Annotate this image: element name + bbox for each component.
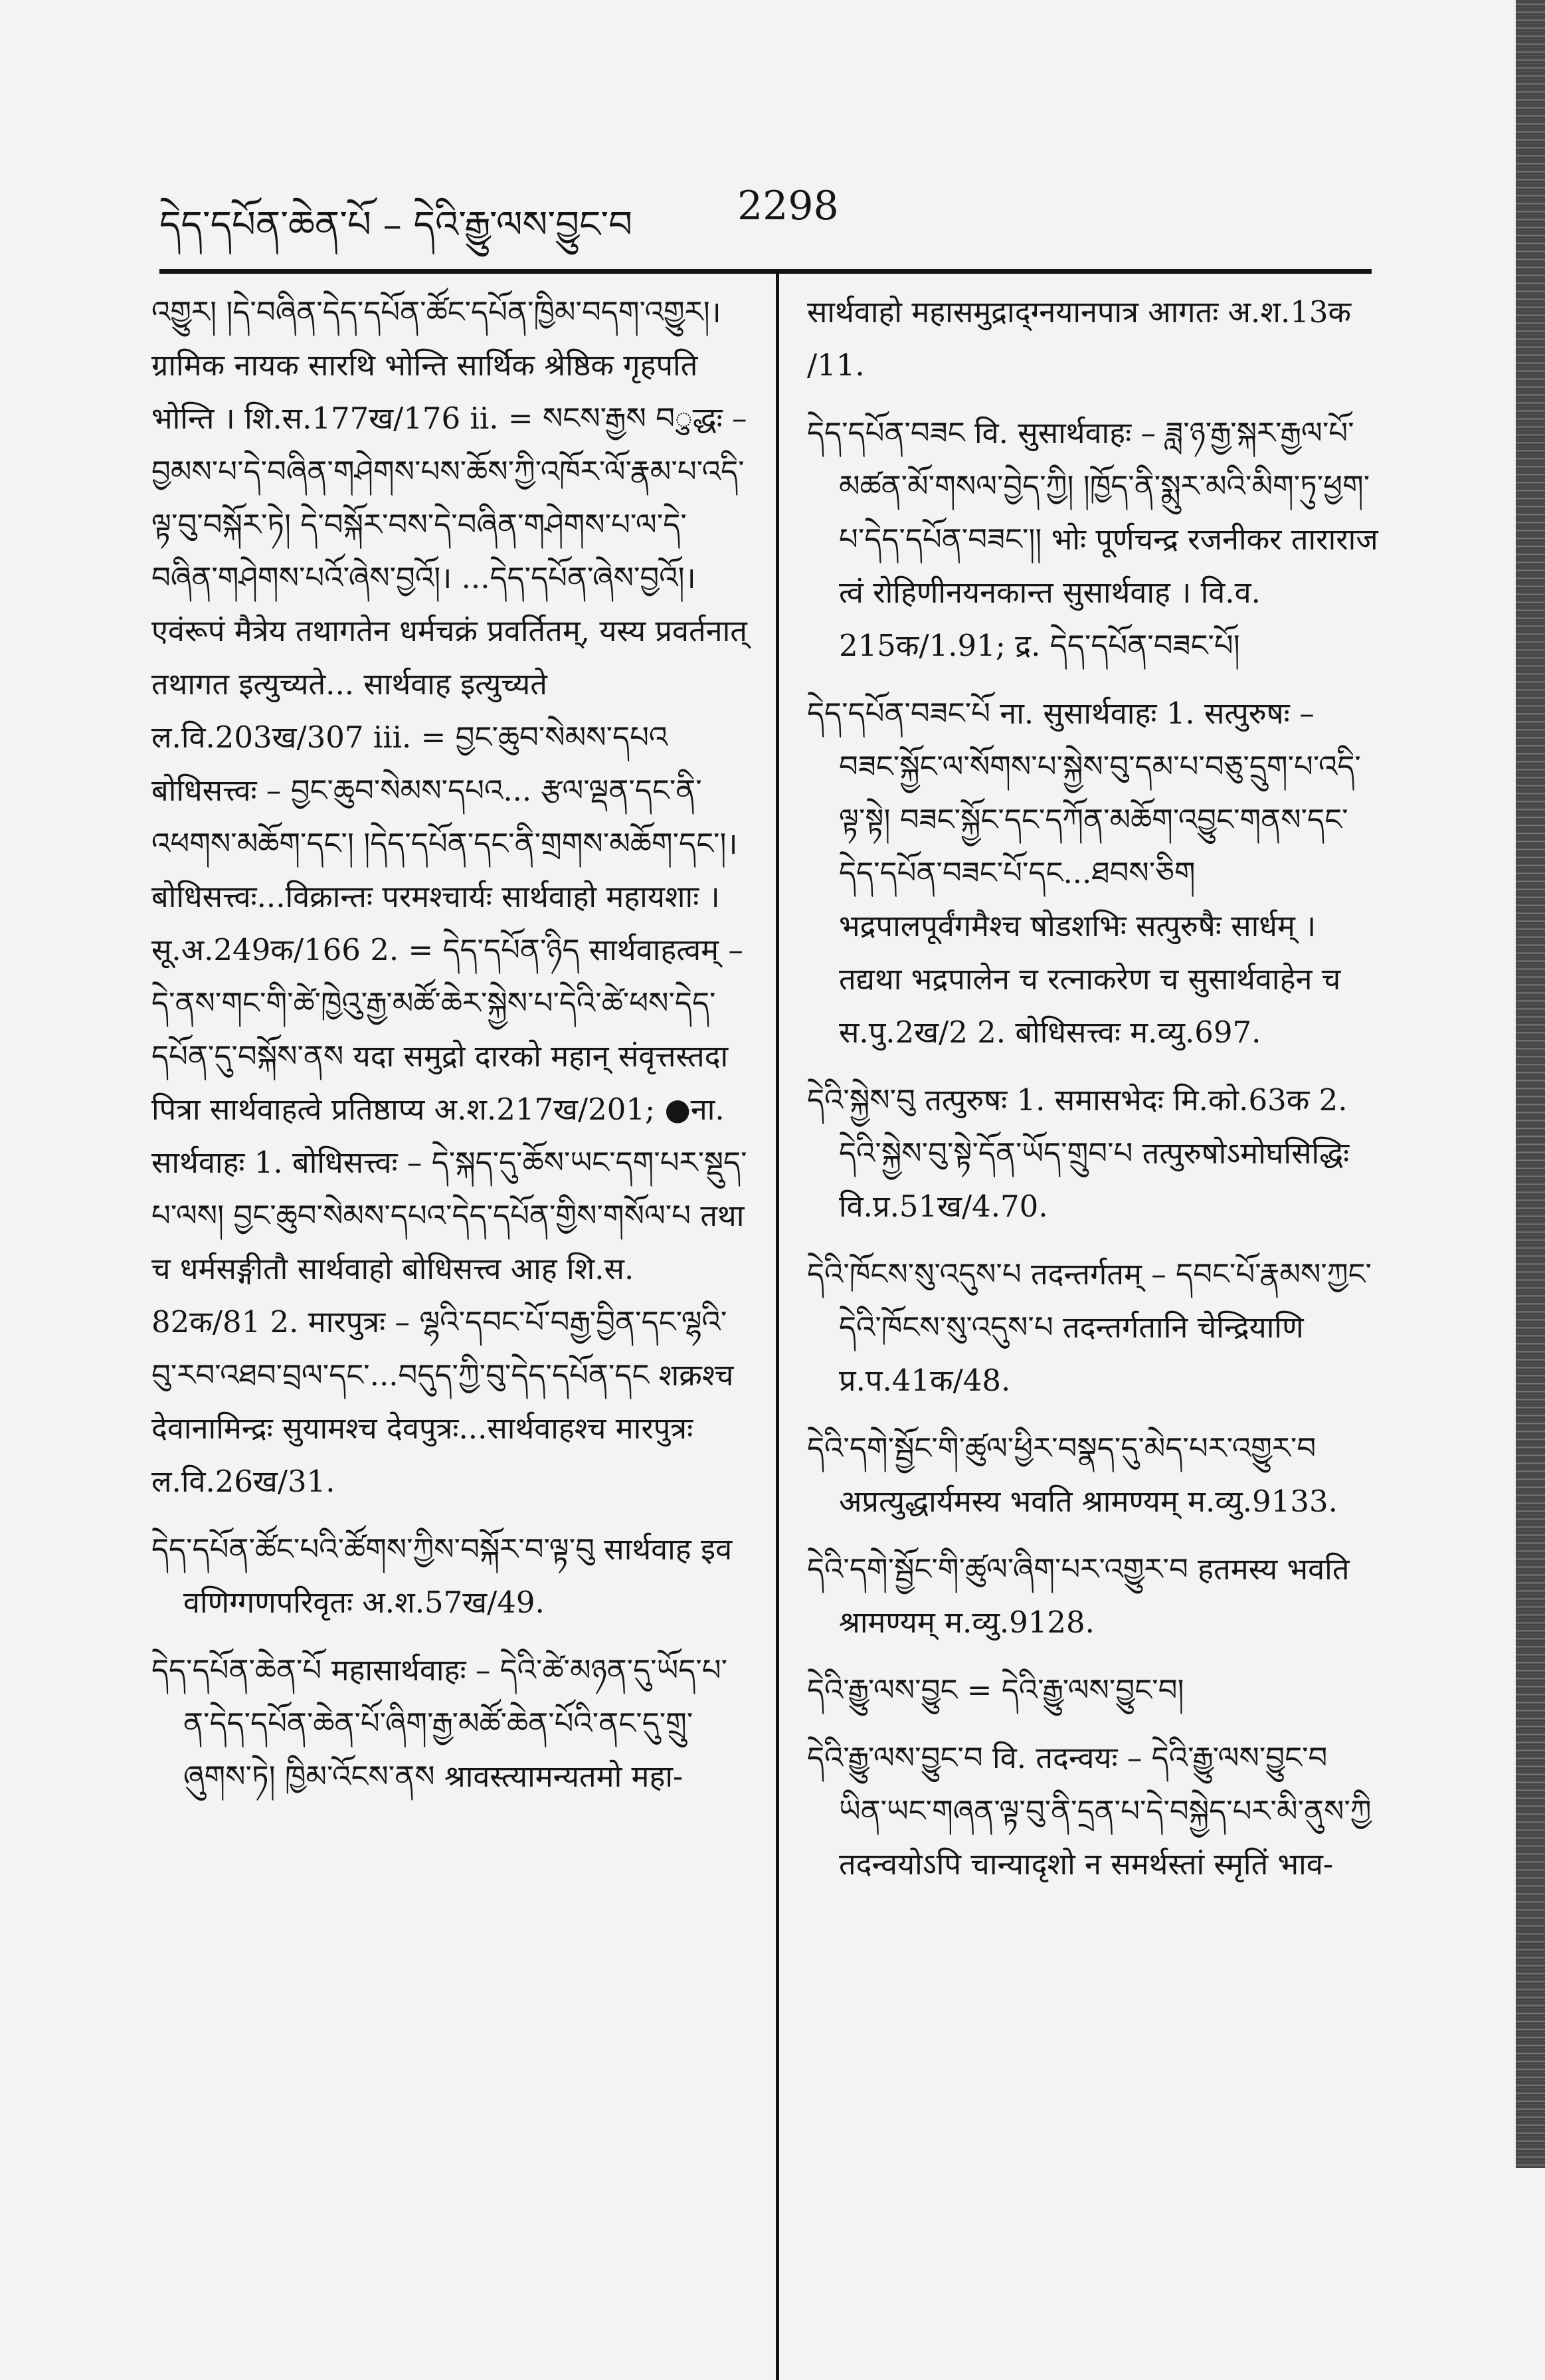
entry-text: དེད་དཔོན་ཚོང་པའི་ཚོགས་ཀྱིས་བསྐོར་བ་ལྟ་བུ सार्थवाह इव वणिग्गणपरिवृतः अ.श.57ख/49. <box>151 1532 733 1620</box>
entry-text: དེའི་སྐྱེས་བུ तत्पुरुषः 1. समासभेदः मि.को.63क 2. དེའི་སྐྱེས་བུ་སྟེ་དོན་ཡོད་གྲུབ་པ तत्पुरुषोऽमोघसिद्धिः वि.प्र.51ख/4.70. <box>807 1082 1350 1224</box>
right-column <box>807 286 1380 1906</box>
entry-text: དེའི་དགེ་སྦྱོང་གི་ཚུལ་ཕྱིར་བསྣད་དུ་མེད་པར་འགྱུར་བ अप्रत्युद्धार्यमस्य भवति श्रामण्यम् म.व्यु.9133. <box>807 1431 1338 1519</box>
entry-text: དེད་དཔོན་བཟང वि. सुसार्थवाहः – ཟླ་ཉ་རྒྱ་སྐར་རྒྱལ་པོ་མཚན་མོ་གསལ་བྱེད་ཀྱི། །ཁྱོད་ནི་སྨུར་མའི་མིག་ཏུ་ཕྱག་པ་དེད་དཔོན་བཟང་།། भोः पूर्णचन्द्र रजनीकर ताराराज त्वं रोहिणीनयनकान्त सुसार्थवाह । वि.व. 215क/1.91; द्र. དེད་དཔོན་བཟང་པོ། <box>807 415 1378 663</box>
entry-text: དེད་དཔོན་ཆེན་པོ महासार्थवाहः – དེའི་ཚེ་མཉན་དུ་ཡོད་པ་ན་དེད་དཔོན་ཆེན་པོ་ཞིག་རྒྱ་མཚོ་ཆེན་པོའི་ནང་དུ་གྲུ་ཞུགས་ཏེ། ཁྱིམ་འོངས་ནས श्रावस्त्यामन्यतमो महा- <box>151 1652 728 1794</box>
header-rule <box>159 269 1372 274</box>
left-column <box>151 286 749 1818</box>
entry-text: सार्थवाहो महासमुद्राद्ग्नयानपात्र आगतः अ.श.13क /11. <box>807 294 1352 383</box>
page-header <box>159 183 1368 247</box>
entry-text: དེད་དཔོན་བཟང་པོ ना. सुसार्थवाहः 1. सत्पुरुषः – བཟང་སྐྱོང་ལ་སོགས་པ་སྐྱེས་བུ་དམ་པ་བཅུ་དྲུག་པ་འདི་ལྟ་སྟེ། བཟང་སྐྱོང་དང་དཀོན་མཆོག་འབྱུང་གནས་དང་དེད་དཔོན་བཟང་པོ་དང...ཐབས་ཅིག भद्रपालपूर्वंगमैश्च षोडशभिः सत्पुरुषैः सार्धम् । तद्यथा भद्रपालेन च रत्नाकरेण च सुसार्थवाहेन च स.पु.2ख/2 2. बोधिसत्त्वः म.व्यु.697. <box>807 696 1361 1050</box>
page-number: 2298 <box>737 183 839 229</box>
scan-edge <box>1516 0 1545 2168</box>
entry-text: དེའི་རྒྱུ་ལས་བྱུང་བ वि. तदन्वयः – དེའི་རྒྱུ་ལས་བྱུང་བ ཡིན་ཡང་གཞན་ལྟ་བུ་ནི་དྲན་པ་དེ་བསྐྱེད་པར་མི་ནུས་ཀྱི तदन्वयोऽपि चान्यादृशो न समर्थस्तां स्मृतिं भाव- <box>807 1740 1372 1882</box>
column-divider <box>776 274 779 2380</box>
entry-text: འགྱུར། །དེ་བཞིན་དེད་དཔོན་ཚོང་དཔོན་ཁྱིམ་བདག་འགྱུར།। ग्रामिक नायक सारथि भोन्ति सार्थिक श्रेष्ठिक गृहपति भोन्ति । शि.स.177ख/176 ii. = སངས་རྒྱས བुद्धः – བྱམས་པ་དེ་བཞིན་གཤེགས་པས་ཆོས་ཀྱི་འཁོར་ལོ་རྣམ་པ་འདི་ལྟ་བུ་བསྐོར་ཏེ། དེ་བསྐོར་བས་དེ་བཞིན་གཤེགས་པ་ལ་དེ་བཞིན་གཤེགས་པའོ་ཞེས་བྱའོ།। ...དེད་དཔོན་ཞེས་བྱའོ།। एवंरूपं मैत्रेय तथागतेन धर्मचक्रं प्रवर्तितम्, यस्य प्रवर्तनात् तथागत इत्युच्यते... सार्थवाह इत्युच्यते ल.वि.203ख/307 iii. = བྱང་ཆུབ་སེམས་དཔའ बोधिसत्त्वः – བྱང་ཆུབ་སེམས་དཔའ... རྩལ་ལྡན་དང་ནི་འཕགས་མཆོག་དང་། །དེད་དཔོན་དང་ནི་གྲགས་མཆོག་དང་།। बोधिसत्त्वः...विक्रान्तः परमश्चार्यः सार्थवाहो महायशाः । सू.अ.249क/166 2. = དེད་དཔོན་ཉིད सार्थवाहत्वम् – དེ་ནས་གང་གི་ཚེ་ཁྱེའུ་རྒྱ་མཚོ་ཆེར་སྐྱེས་པ་དེའི་ཚེ་ཕས་དེད་དཔོན་དུ་བསྐོས་ནས यदा समुद्रो दारको महान् संवृत्तस्तदा पित्रा सार्थवाहत्वे प्रतिष्ठाप्य अ.श.217ख/201; ●ना. सार्थवाहः 1. बोधिसत्त्वः – དེ་སྐད་དུ་ཆོས་ཡང་དག་པར་སྡུད་པ་ལས། བྱང་ཆུབ་སེམས་དཔའ་དེད་དཔོན་གྱིས་གསོལ་པ तथा च धर्मसङ्गीतौ सार्थवाहो बोधिसत्त्व आह शि.स. 82क/81 2. मारपुत्रः – ལྷའི་དབང་པོ་བརྒྱ་བྱིན་དང་ལྷའི་བུ་རབ་འཐབ་བྲལ་དང་...བདུད་ཀྱི་བུ་དེད་དཔོན་དང शक्रश्च देवानामिन्द्रः सुयामश्च देवपुत्रः...सार्थवाहश्च मारपुत्रः ल.वि.26ख/31. <box>151 294 747 1499</box>
entry-text: དེའི་དགེ་སྦྱོང་གི་ཚུལ་ཞིག་པར་འགྱུར་བ हतमस्य भवति श्रामण्यम् म.व्यु.9128. <box>807 1551 1350 1640</box>
running-title: དེད་དཔོན་ཆེན་པོ – དེའི་རྒྱུ་ལས་བྱུང་བ <box>159 203 632 247</box>
entry-text: དེའི་རྒྱུ་ལས་བྱུང = དེའི་རྒྱུ་ལས་བྱུང་བ། <box>807 1672 1184 1708</box>
entry-text: དེའི་ཁོངས་སུ་འདུས་པ तदन्तर्गतम् – དབང་པོ་རྣམས་ཀྱང་དེའི་ཁོངས་སུ་འདུས་པ तदन्तर्गतानि चेन्द्रियाणि प्र.प.41क/48. <box>807 1256 1372 1398</box>
